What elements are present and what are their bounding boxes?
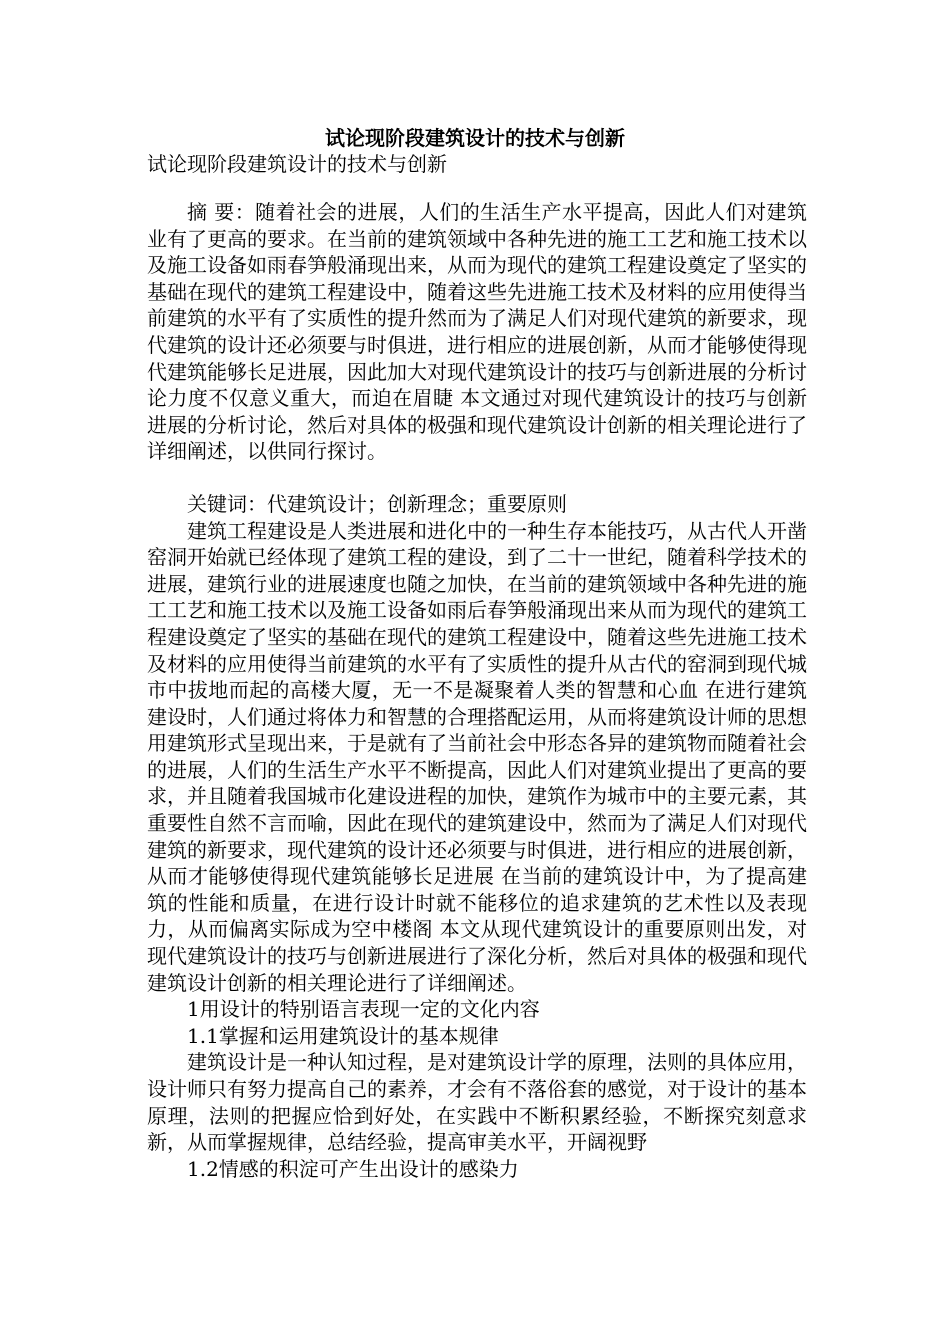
section-heading-1-1: 1.1掌握和运用建筑设计的基本规律	[187, 1023, 499, 1048]
intro-paragraph: 建筑工程建设是人类进展和进化中的一种生存本能技巧，从古代人开凿窑洞开始就已经体现了建筑工程的建设，到了二十一世纪，随着科学技术的进展，建筑行业的进展速度也随之加快，在当前的建筑领域中各种先进的施工工艺和施工技术以及施工设备如雨后春笋般涌现出来从而为现代的建筑工程建设奠定了坚实的基础在现代的建筑工程建设中，随着这些先进施工技术及材料的应用使得当前建筑的水平有了实质性的提升从古代的窑洞到现代城市中拔地而起的高楼大厦，无一不是凝聚着人类的智慧和心血 在进行建筑建设时，人们通过将体力和智慧的合理搭配运用，从而将建筑设计师的思想用建筑形式呈现出来，于是就有了当前社会中形态各异的建筑物而随着社会的进展，人们的生活生产水平不断提高，因此人们对建筑业提出了更高的要求，并且随着我国城市化建设进程的加快，建筑作为城市中的主要元素，其重要性自然不言而喻，因此在现代的建筑建设中，然而为了满足人们对现代建筑的新要求，现代建筑的设计还必须要与时俱进，进行相应的进展创新，从而才能够使得现代建筑能够长足进展 在当前的建筑设计中，为了提高建筑的性能和质量，在进行设计时就不能移位的追求建筑的艺术性以及表现力，从而偏离实际成为空中楼阁 本文从现代建筑设计的重要原则出发，对现代建筑设计的技巧与创新进展进行了深化分析，然后对具体的极强和现代建筑设计创新的相关理论进行了详细阐述。	[147, 518, 807, 995]
keywords-line: 关键词：代建筑设计；创新理念；重要原则	[187, 491, 567, 516]
document-subtitle: 试论现阶段建筑设计的技术与创新	[147, 152, 447, 176]
document-body	[147, 199, 807, 1182]
abstract-paragraph: 摘 要：随着社会的进展，人们的生活生产水平提高，因此人们对建筑业有了更高的要求。在当前的建筑领域中各种先进的施工工艺和施工技术以及施工设备如雨春笋般涌现出来，从而为现代的建筑工程建设奠定了坚实的基础在现代的建筑工程建设中，随着这些先进施工技术及材料的应用使得当前建筑的水平有了实质性的提升然而为了满足人们对现代建筑的新要求，现代建筑的设计还必须要与时俱进，进行相应的进展创新，从而才能够使得现代建筑能够长足进展，因此加大对现代建筑设计的技巧与创新进展的分析讨论力度不仅意义重大，而迫在眉睫 本文通过对现代建筑设计的技巧与创新进展的分析讨论，然后对具体的极强和现代建筑设计创新的相关理论进行了详细阐述，以供同行探讨。	[147, 200, 807, 464]
section-paragraph-1-1: 建筑设计是一种认知过程，是对建筑设计学的原理，法则的具体应用，设计师只有努力提高自己的素养，才会有不落俗套的感觉，对于设计的基本原理，法则的把握应恰到好处，在实践中不断积累经验，不断探究刻意求新，从而掌握规律，总结经验，提高审美水平，开阔视野	[147, 1050, 807, 1155]
section-heading-1-2: 1.2情感的积淀可产生出设计的感染力	[187, 1156, 519, 1181]
document-title: 试论现阶段建筑设计的技术与创新	[325, 126, 625, 150]
section-heading-1: 1用设计的特别语言表现一定的文化内容	[187, 997, 540, 1022]
